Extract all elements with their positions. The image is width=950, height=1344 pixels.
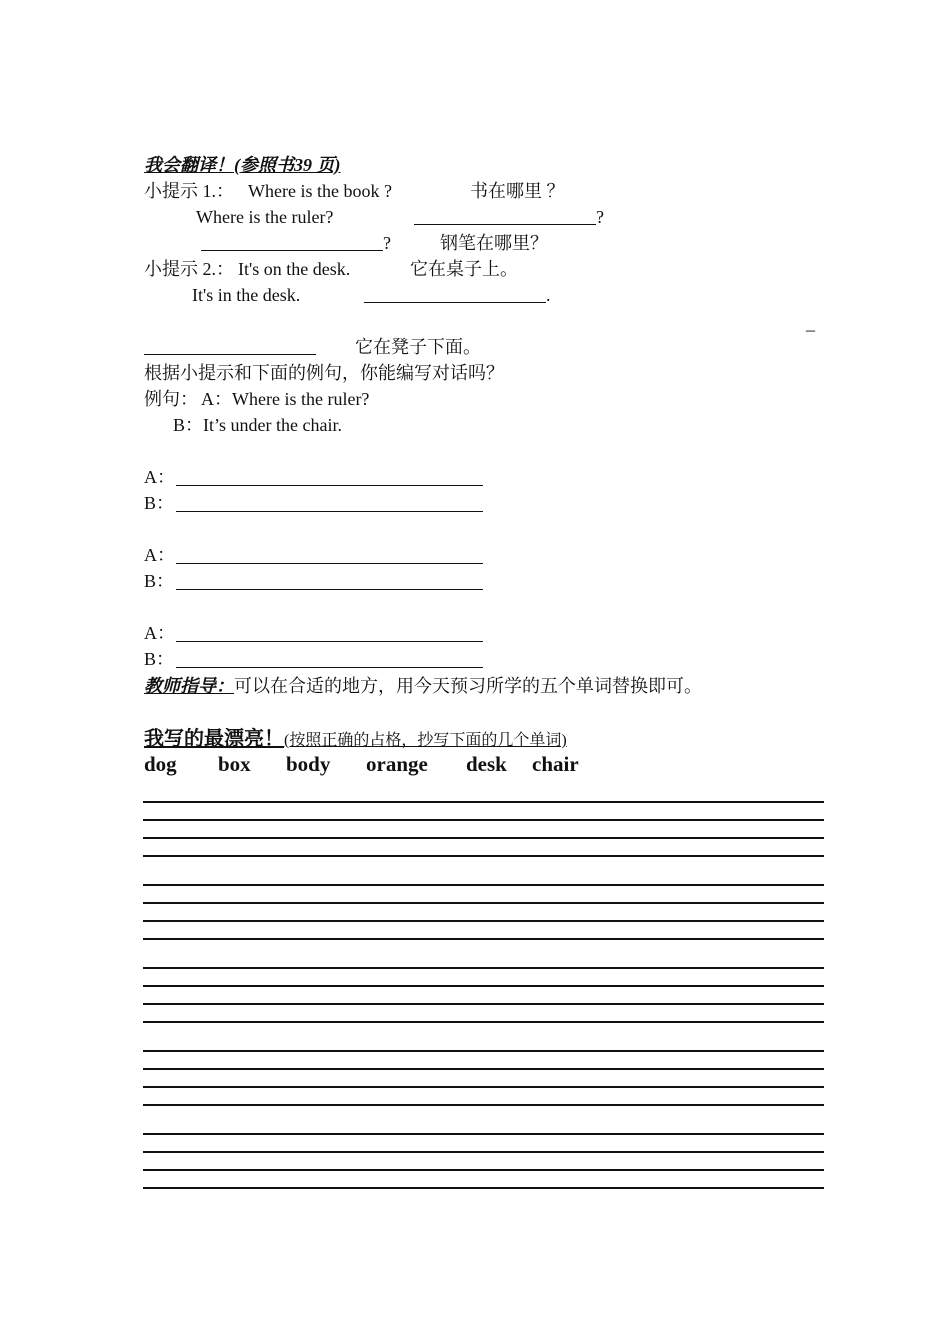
dialog-answer-line[interactable] [176, 485, 483, 486]
translation-blank-1[interactable] [414, 224, 596, 225]
dialog-b-label: B： [144, 649, 175, 669]
word-desk: desk [466, 752, 507, 776]
word-body: body [286, 752, 331, 776]
section-title-translate: 我会翻译！(参照书39 页) [144, 155, 341, 175]
grid-line [143, 1050, 824, 1052]
example-line-a: A：Where is the ruler? [201, 389, 370, 409]
tip2-answer3-cn: 它在凳子下面。 [355, 337, 481, 357]
dialog-answer-line[interactable] [176, 589, 483, 590]
tip2-label: 小提示 2.： [144, 259, 234, 279]
grid-line [143, 1068, 824, 1070]
dialog-a-label: A： [144, 623, 175, 643]
section-title-writing [144, 726, 567, 754]
word-dog: dog [144, 752, 177, 776]
stray-dash: _ [806, 313, 815, 333]
grid-line [143, 1003, 824, 1005]
grid-line [143, 1104, 824, 1106]
word-orange: orange [366, 752, 428, 776]
example-line-b: B：It’s under the chair. [173, 415, 342, 435]
translation-blank-2[interactable] [201, 250, 383, 251]
translation-blank-3[interactable] [364, 302, 546, 303]
question-mark: ? [596, 207, 604, 227]
grid-line [143, 938, 824, 940]
grid-line [143, 1086, 824, 1088]
grid-line [143, 967, 824, 969]
dialog-b-label: B： [144, 493, 175, 513]
dialog-answer-line[interactable] [176, 667, 483, 668]
word-chair: chair [532, 752, 579, 776]
dialog-prompt: 根据小提示和下面的例句，你能编写对话吗？ [144, 363, 504, 383]
tip1-question1-en: Where is the book ? [248, 181, 392, 201]
tip2-answer2-en: It's in the desk. [192, 285, 301, 305]
grid-line [143, 837, 824, 839]
grid-line [143, 801, 824, 803]
tip2-answer1-cn: 它在桌子上。 [410, 259, 518, 279]
grid-line [143, 1187, 824, 1189]
example-label: 例句： [144, 389, 198, 409]
dialog-answer-line[interactable] [176, 641, 483, 642]
dialog-a-label: A： [144, 545, 175, 565]
grid-line [143, 1169, 824, 1171]
grid-line [143, 902, 824, 904]
teacher-guidance-text: 可以在合适的地方，用今天预习所学的五个单词替换即可。 [234, 676, 702, 696]
grid-line [143, 884, 824, 886]
tip2-answer1-en: It's on the desk. [238, 259, 351, 279]
writing-note: (按照正确的占格，抄写下面的几个单词) [284, 732, 567, 749]
tip1-question2-en: Where is the ruler? [196, 207, 334, 227]
translation-blank-4[interactable] [144, 354, 316, 355]
grid-line [143, 855, 824, 857]
grid-line [143, 1151, 824, 1153]
grid-line [143, 1133, 824, 1135]
grid-line [143, 819, 824, 821]
dialog-b-label: B： [144, 571, 175, 591]
question-mark: ? [383, 233, 391, 253]
dialog-answer-line[interactable] [176, 563, 483, 564]
word-box: box [218, 752, 251, 776]
tip1-question1-cn: 书在哪里 ？ [470, 181, 565, 201]
writing-title: 我写的最漂亮！ [144, 728, 284, 750]
dialog-answer-line[interactable] [176, 511, 483, 512]
period: . [546, 285, 551, 305]
grid-line [143, 985, 824, 987]
teacher-guidance [144, 675, 702, 697]
grid-line [143, 1021, 824, 1023]
tip1-question3-cn: 钢笔在哪里？ [440, 233, 548, 253]
grid-line [143, 920, 824, 922]
teacher-guidance-label: 教师指导： [144, 676, 234, 696]
dialog-a-label: A： [144, 467, 175, 487]
tip1-label: 小提示 1.： [144, 181, 234, 201]
